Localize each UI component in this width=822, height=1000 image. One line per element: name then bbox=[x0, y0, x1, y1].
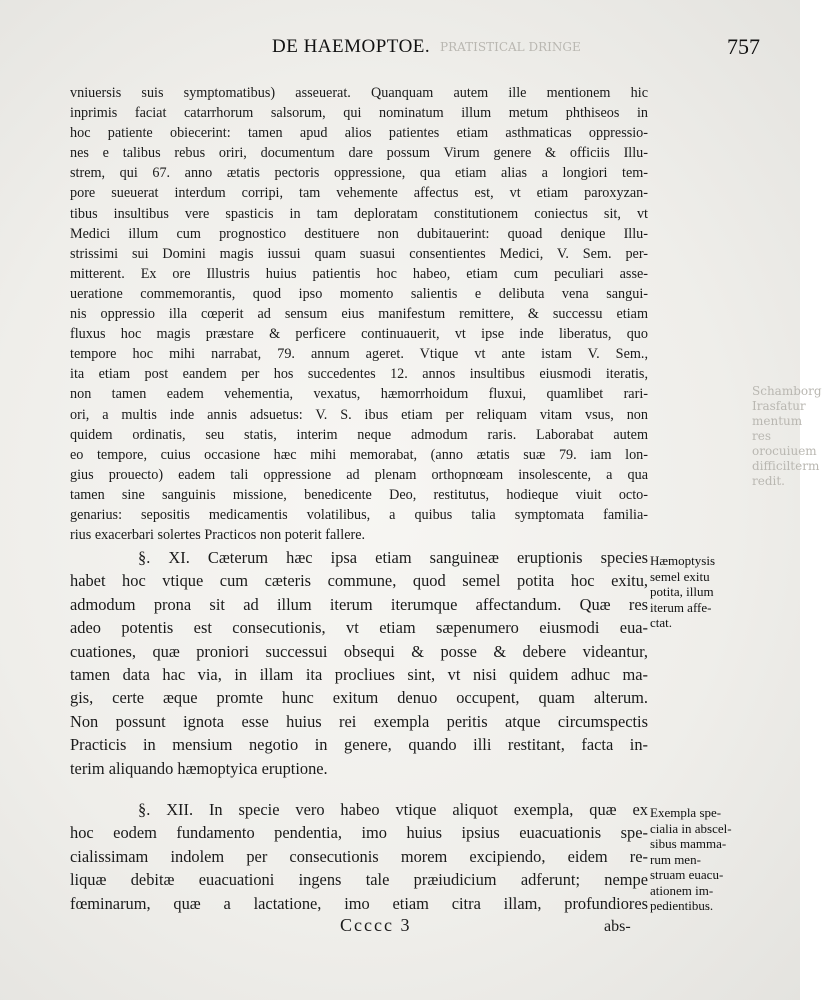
text-line: habet hoc vtique cum cæteris commune, quod semel potita hoc exitu, bbox=[70, 571, 648, 591]
text-line: nes e talibus rebus oriri, documentum dare possum Virum genere & officiis Illu- bbox=[70, 145, 648, 162]
text-line: strem, qui 67. anno ætatis pectoris oppressione, qua etiam alias a longiori tem- bbox=[70, 165, 648, 182]
text-line: tempore hoc mihi narrabat, 79. annum ageret. Vtique vt ante istam V. Sem., bbox=[70, 346, 648, 363]
bleed-line: mentum res bbox=[752, 414, 803, 443]
text-line: vniuersis suis symptomatibus) asseuerat. Quanquam autem ille mentionem hic bbox=[70, 85, 648, 101]
bleed-line: Irasfatur bbox=[752, 399, 806, 413]
text-line: fœminarum, quæ a lactatione, imo etiam citra illam, profundiores bbox=[70, 893, 648, 913]
margin-note-line: sibus mamma- bbox=[650, 836, 727, 851]
bleed-through-right bbox=[752, 384, 822, 489]
catchword: abs- bbox=[604, 918, 631, 935]
text-line: Medici illum cum prognostico destituere non dubitauerint: quoad denique Illu- bbox=[70, 225, 648, 242]
text-line: rius exacerbari solertes Practicos non poterit fallere. bbox=[70, 527, 366, 544]
margin-note-line: struam euacu- bbox=[650, 867, 724, 882]
text-line: ueratione commemorantis, quod ipso momento salientis e delibuta vena sangui- bbox=[70, 285, 648, 302]
text-line: adeo potentis est consecutionis, vt etiam sæpenumero eiusmodi eua- bbox=[70, 618, 648, 638]
text-line: liquæ debitæ euacuationi ingens tale præiudicium adferunt; nempe bbox=[70, 870, 648, 890]
margin-note-line: pedientibus. bbox=[650, 898, 714, 913]
text-line: inprimis faciat catarrhorum salsorum, qui nominatum illum metum phthiseos in bbox=[70, 105, 648, 122]
text-line: cialissimam indolem per consecutionis morem excipiendo, eidem re- bbox=[70, 846, 648, 866]
text-line: nis oppressio illa cœperit ad sensum eius manifestum remittere, & successu etiam bbox=[70, 306, 648, 323]
text-line: Practicis in mensium negotio in genere, quando illi restitant, facta in- bbox=[70, 735, 648, 755]
text-line: gius prouecto) eadem tali oppressione ad plenam orthopnœam insolescente, a qua bbox=[70, 466, 648, 483]
text-line: terim aliquando hæmoptyica eruptione. bbox=[70, 758, 328, 778]
text-line: ita etiam post eandem per hos succedentes 12. annos insultibus eiusmodi iteratis, bbox=[70, 366, 648, 383]
text-line: quidem ordinatis, seu statis, interim neque admodum raris. Laborabat autem bbox=[70, 426, 648, 443]
text-line: mitterent. Ex ore Illustris huius patientis hoc habeo, etiam cum peculiari asse- bbox=[70, 265, 648, 282]
margin-note-section-xi bbox=[650, 553, 790, 631]
bleed-line: difficilterm bbox=[752, 459, 820, 473]
text-line: tibus insultibus vere spasticis in tam deploratam constitutionem coniectus sit, vt bbox=[70, 205, 648, 222]
text-line: fluxus hoc magis præstare & perficere continuauerit, vt ipse inde liberatus, quo bbox=[70, 326, 648, 343]
text-line: hoc patiente obiecerint: tamen apud alios patientes etiam asthmaticas oppressio- bbox=[70, 125, 648, 142]
bleed-line: orocuiuem bbox=[752, 444, 817, 458]
margin-note-line: Hæmoptysis bbox=[650, 553, 716, 568]
text-line: pore sueuerat interdum corripi, tam vehemente affectus est, vt etiam paroxyzan- bbox=[70, 185, 648, 202]
text-line: cuationes, quæ proniori successui obsequi & posse & debere videantur, bbox=[70, 641, 648, 661]
bleed-line: redit. bbox=[752, 474, 785, 488]
margin-note-line: Exempla spe- bbox=[650, 805, 722, 820]
text-line: Non possunt ignota esse huius rei exempla peritis atque circumspectis bbox=[70, 711, 648, 731]
text-line: non tamen eadem vehementia, vexatus, hæmorrhoidum fluxui, quamlibet rari- bbox=[70, 386, 648, 403]
text-line: eo tempore, cuius occasione hæc mihi memorabat, (anno ætatis suæ 79. iam lon- bbox=[70, 446, 648, 463]
margin-note-line: ationem im- bbox=[650, 882, 714, 898]
section-heading-line: §. XII. In specie vero habeo vtique aliquot exempla, quæ ex bbox=[138, 800, 648, 819]
text-line: admodum prona sit ad illum iterum iterumque affectandum. Quæ res bbox=[70, 594, 648, 614]
bleed-line: Schamborg bbox=[752, 384, 822, 398]
paragraph-continued bbox=[70, 83, 648, 545]
margin-note-section-xii bbox=[650, 805, 790, 914]
section-heading-line: §. XI. Cæterum hæc ipsa etiam sanguineæ eruptionis species bbox=[138, 548, 648, 567]
section-xii bbox=[70, 798, 648, 915]
page-number: 757 bbox=[727, 34, 760, 59]
printer-signature: Ccccc 3 bbox=[340, 915, 412, 935]
text-line: hoc eodem fundamento pendentia, imo huius ipsius euacuationis spe- bbox=[70, 823, 648, 843]
bleed-through-top: PRATISTICAL DRINGE bbox=[440, 40, 581, 54]
margin-note-line: cialia in abscel- bbox=[650, 820, 732, 836]
margin-note-line: semel exitu bbox=[650, 568, 710, 584]
running-title: DE HAEMOPTOE. bbox=[272, 36, 431, 57]
text-line: ori, a multis inde annis adsuetus: V. S. ibus etiam per reliquam vitam vsus, non bbox=[70, 406, 648, 423]
text-line: gis, certe æque promte hunc exitum denuo occupent, quam alterum. bbox=[70, 688, 648, 708]
text-line: tamen sine sanguinis missione, benedicente Deo, restitutus, hodieque viuit octo- bbox=[70, 486, 648, 503]
text-line: strissimi sui Domini magis iussui quam suasui consentientes Medici, V. Sem. per- bbox=[70, 245, 648, 262]
section-xi bbox=[70, 546, 648, 780]
margin-note-line: rum men- bbox=[650, 851, 701, 867]
text-line: genarius: sepositis medicamentis volatilibus, a quibus talia symptomata familia- bbox=[70, 506, 648, 523]
text-line: tamen data hac via, in illam ita procliues sint, vt nisi quidem adhuc ma- bbox=[70, 665, 648, 685]
margin-note-line: ctat. bbox=[650, 615, 673, 630]
margin-note-line: iterum affe- bbox=[650, 599, 712, 615]
margin-note-line: potita, illum bbox=[650, 584, 714, 599]
